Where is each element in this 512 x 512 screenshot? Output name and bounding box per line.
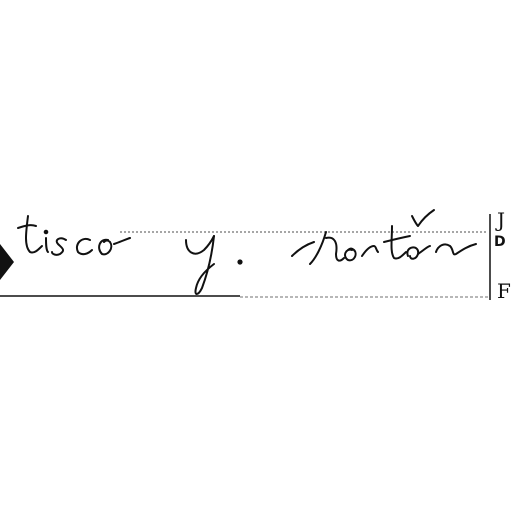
edge-char-bottom: F [497, 279, 511, 303]
handwritten-signature [18, 210, 476, 294]
edge-char-middle: D [494, 234, 506, 250]
edge-char-top: J [497, 208, 506, 232]
diamond-marker-icon [0, 244, 14, 280]
